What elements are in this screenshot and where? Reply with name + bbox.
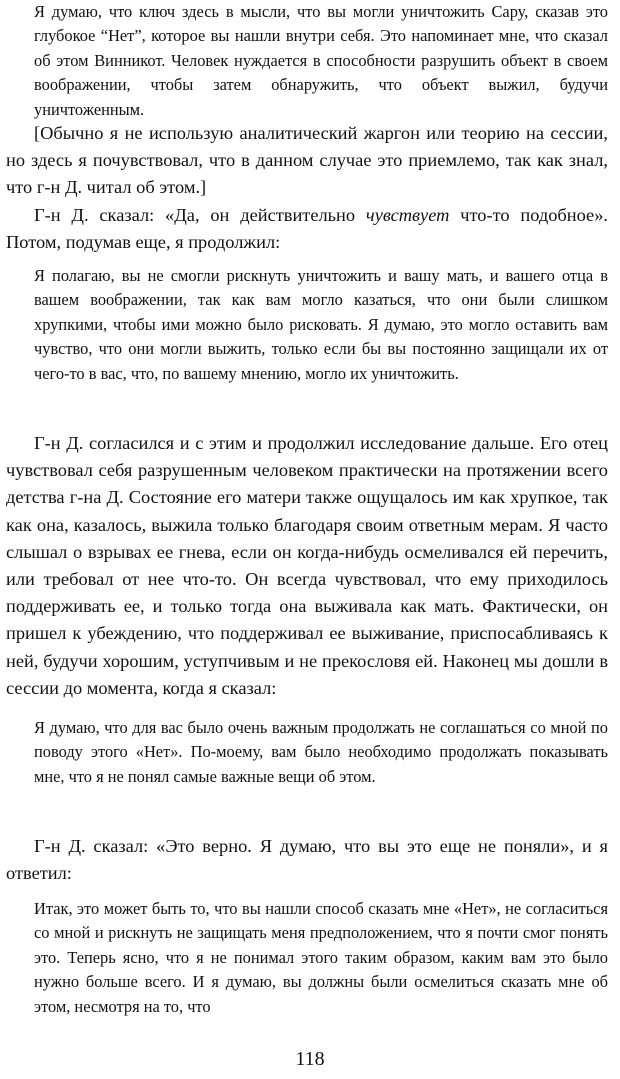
body-paragraph-feels <box>6 202 608 256</box>
body-block-jargon <box>6 120 608 256</box>
text-run: что-то подобное». Потом, подумав еще, я продолжил: <box>6 204 609 252</box>
quote-block-no <box>34 897 608 1019</box>
quote-block-disagree <box>34 716 608 789</box>
quote-paragraph: Итак, это может быть то, что вы нашли способ сказать мне «Нет», не согласиться со мной и рискнуть не защищать меня предположением, что я почти смог понять это. Теперь ясно, что я не понимал этого таким образом, каким вам это было нужно больше всего. И я думаю, вы должны были осмелиться сказать мне об этом, несмотря на то, что <box>34 899 608 1016</box>
page-number: 118 <box>295 1048 325 1070</box>
body-paragraph-history: Г-н Д. согласился и с этим и продолжил исследование дальше. Его отец чувствовал себя разрушенным человеком практически на протяжении всего детства г-на Д. Состояние его матери также ощущалось им как хрупкое, так как она, казалось, выжила только благодаря своим ответным мерам. Я часто слышал о взрывах ее гнева, если он когда-нибудь осмеливался ей перечить, или требовал от нее что-то. Он всегда чувствовал, что ему приходилось поддерживать ее, и только тогда она выживала как мать. Фактически, он пришел к убеждению, что поддерживал ее выживание, приспосабливаясь к ней, будучи хорошим, уступчивым и не прекословя ей. Наконец мы дошли в сессии до момента, когда я сказал: <box>6 433 608 698</box>
quote-block-winnicott <box>34 0 608 122</box>
emphasis-text: чувствует <box>365 204 450 225</box>
body-block-history <box>6 430 608 702</box>
text-run: Г-н Д. сказал: «Да, он действительно <box>34 204 366 225</box>
body-block-reply <box>6 833 608 887</box>
body-paragraph-reply: Г-н Д. сказал: «Это верно. Я думаю, что вы это еще не поняли», и я ответил: <box>6 836 608 884</box>
body-paragraph-bracket-note: [Обычно я не использую аналитический жаргон или теорию на сессии, но здесь я почувствовал, что в данном случае это приемлемо, так как знал, что г-н Д. читал об этом.] <box>6 123 608 198</box>
quote-paragraph: Я думаю, что ключ здесь в мысли, что вы могли уничтожить Сару, сказав это глубокое “Нет”, которое вы нашли внутри себя. Это напоминает мне, что сказал об этом Винникот. Человек нуждается в способности разрушить объект в своем воображении, чтобы затем обнаружить, что объект выжил, будучи уничтоженным. <box>34 2 608 119</box>
quote-block-parents <box>34 264 608 386</box>
quote-paragraph: Я думаю, что для вас было очень важным продолжать не соглашаться со мной по поводу этого «Нет». По-моему, вам было необходимо продолжать показывать мне, что я не понял самые важные вещи об этом. <box>34 718 608 786</box>
quote-paragraph: Я полагаю, вы не смогли рискнуть уничтожить и вашу мать, и вашего отца в вашем воображении, так как вам могло казаться, что они были слишком хрупкими, чтобы ими можно было рисковать. Я думаю, это могло оставить вам чувство, что они могли выжить, только если бы вы постоянно защищали их от чего-то в вас, что, по вашему мнению, могло их уничтожить. <box>34 266 608 383</box>
